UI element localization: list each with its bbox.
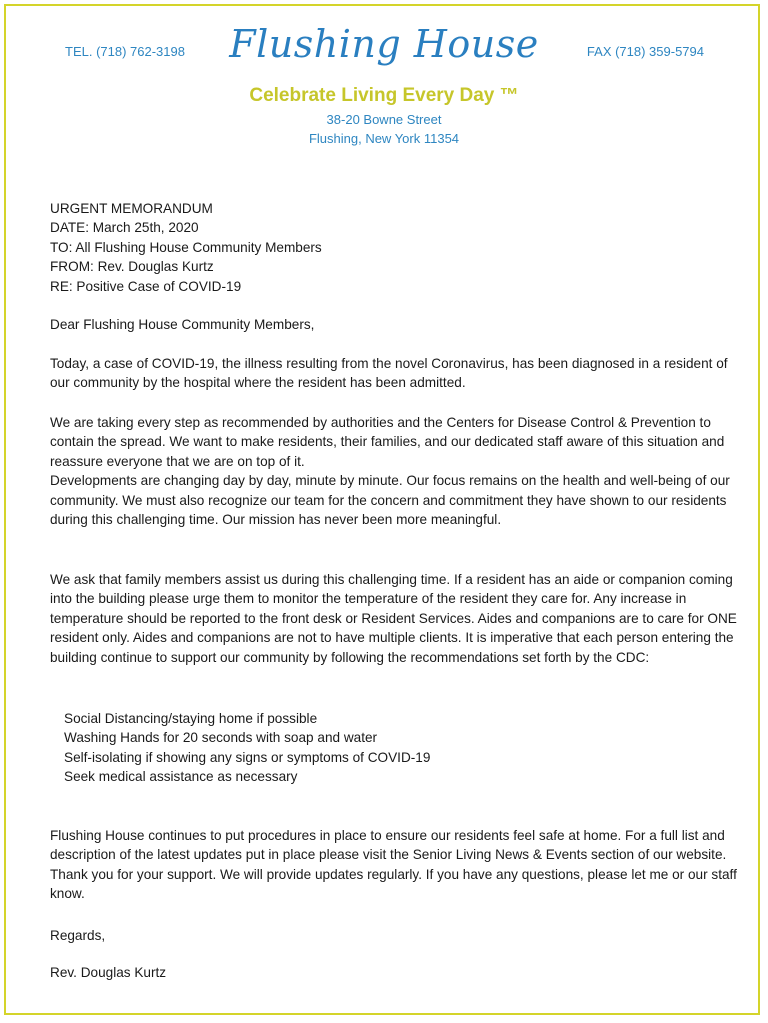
paragraph-diagnosis: Today, a case of COVID-19, the illness resulting from the novel Coronavirus, has been diagnosed in a resident of our community by the hospital where the resident has been admitted. (50, 356, 728, 391)
list-item: Self-isolating if showing any signs or symptoms of COVID-19 (64, 749, 431, 765)
recommendations-list (64, 709, 754, 787)
paragraph-steps (50, 413, 740, 529)
address-street: 38-20 Bowne Street (326, 112, 442, 127)
greeting: Dear Flushing House Community Members, (50, 317, 315, 332)
logo-text: Flushing House (229, 22, 539, 66)
memo-to: TO: All Flushing House Community Members (50, 239, 322, 255)
memo-date: DATE: March 25th, 2020 (50, 220, 199, 236)
fax-number: FAX (718) 359-5794 (586, 44, 704, 59)
paragraph-steps-a: We are taking every step as recommended by authorities and the Centers for Disease Control & Prevention to contain the spread. We want to make residents, their families, and our dedicated staff aware of this situation and reassure everyone that we are on top of it. (50, 415, 725, 469)
address-city: Flushing, New York 11354 (308, 131, 460, 146)
list-item: Seek medical assistance as necessary (64, 769, 298, 785)
paragraph-steps-b: Developments are changing day by day, minute by minute. Our focus remains on the health and well-being of our community. We must also recognize our team for the concern and commitment they have shown to our residents during this challenging time. Our mission has never been more meaningful. (50, 473, 730, 528)
list-item: Social Distancing/staying home if possible (64, 711, 318, 726)
tagline: Celebrate Living Every Day ™ (249, 85, 519, 106)
list-item: Washing Hands for 20 seconds with soap and water (64, 730, 378, 746)
paragraph-family-assist: We ask that family members assist us during this challenging time. If a resident has an aide or companion coming into the building please urge them to monitor the temperature of the resident they care for. Any increase in temperature should be reported to the front desk or Resident Services. Aides and companions are to care for ONE resident only. Aides and companions are not to have multiple clients. It is imperative that each person entering the building continue to support our community by following the recommendations set forth by the CDC: (50, 572, 737, 665)
signature: Rev. Douglas Kurtz (50, 965, 167, 980)
paragraph-updates: Flushing House continues to put procedures in place to ensure our residents feel safe at home. For a full list and description of the latest updates put in place please visit the Senior Living News & Events section of our website. Thank you for your support. We will provide updates regularly. If you have any questions, please let me or our staff know. (50, 828, 737, 902)
memo-title: URGENT MEMORANDUM (50, 201, 213, 216)
memo-re: RE: Positive Case of COVID-19 (50, 278, 242, 294)
telephone-number: TEL. (718) 762-3198 (65, 44, 185, 59)
memo-header (50, 199, 740, 296)
memo-from: FROM: Rev. Douglas Kurtz (50, 259, 214, 275)
closing: Regards, (50, 928, 106, 943)
